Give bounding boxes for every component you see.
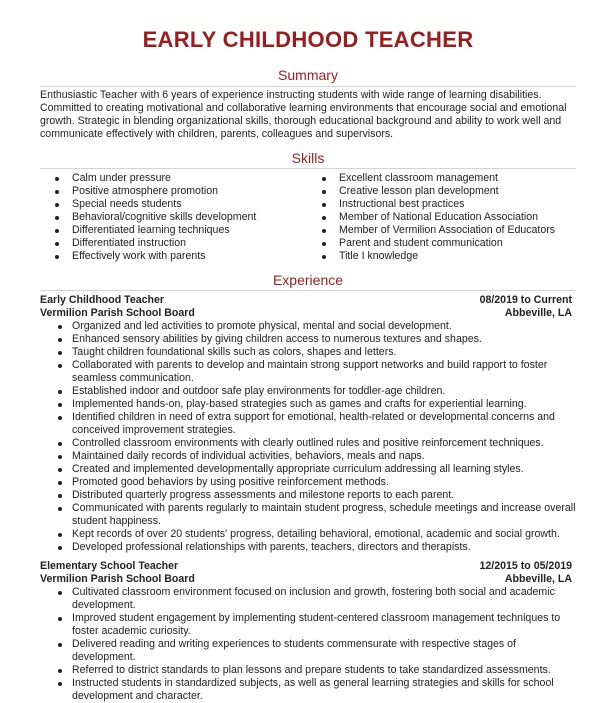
skill-item: Member of Vermilion Association of Educators: [322, 224, 582, 237]
job-employer: Vermilion Parish School Board: [40, 573, 195, 585]
job-bullet: Referred to district standards to plan lessons and prepare students to take standardized assessments.: [40, 664, 580, 677]
skill-item: Special needs students: [55, 198, 305, 211]
job-bullet: Implemented hands-on, play-based strategies such as games and crafts for experiential learning.: [40, 398, 580, 411]
job-bullet: Kept records of over 20 students' progress, detailing behavioral, emotional, academic and social growth.: [40, 528, 580, 541]
skill-item: Member of National Education Association: [322, 211, 582, 224]
job-bullet: Taught children foundational skills such as colors, shapes and letters.: [40, 346, 580, 359]
skills-right-list: [322, 172, 582, 263]
job-bullet: Enhanced sensory abilities by giving children access to numerous textures and shapes.: [40, 333, 580, 346]
experience-divider: [40, 290, 576, 291]
job-location: Abbeville, LA: [504, 307, 572, 319]
skills-divider: [40, 168, 576, 169]
job-bullet: Established indoor and outdoor safe play environments for toddler-age children.: [40, 385, 580, 398]
experience-heading: Experience: [272, 272, 344, 288]
job-dates: 08/2019 to Current: [479, 294, 572, 306]
job-bullets: [40, 586, 580, 703]
skill-item: Behavioral/cognitive skills development: [55, 211, 305, 224]
job-dates: 12/2015 to 05/2019: [479, 560, 572, 572]
job-bullet: Controlled classroom environments with clearly outlined rules and positive reinforcement techniques.: [40, 437, 580, 450]
job-bullet: Cultivated classroom environment focused on inclusion and growth, fostering both social and academic development.: [40, 586, 580, 612]
summary-divider: [40, 86, 576, 87]
skill-item: Differentiated learning techniques: [55, 224, 305, 237]
skills-left-list: [55, 172, 305, 263]
job-employer: Vermilion Parish School Board: [40, 307, 195, 319]
job-bullet: Delivered reading and writing experiences to students commensurate with respective stages of development.: [40, 638, 580, 664]
resume-name: EARLY CHILDHOOD TEACHER: [142, 27, 474, 52]
job-bullet: Improved student engagement by implementing student-centered classroom management techniques to foster academic curiosity.: [40, 612, 580, 638]
job-bullet: Created and implemented developmentally appropriate curriculum addressing all learning styles.: [40, 463, 580, 476]
job-location: Abbeville, LA: [504, 573, 572, 585]
job-bullet: Organized and led activities to promote physical, mental and social development.: [40, 320, 580, 333]
job-bullet: Maintained daily records of individual activities, behaviors, meals and naps.: [40, 450, 580, 463]
job-title: Elementary School Teacher: [40, 560, 179, 572]
skill-item: Calm under pressure: [55, 172, 305, 185]
job-bullet: Promoted good behaviors by using positive reinforcement methods.: [40, 476, 580, 489]
summary-heading: Summary: [278, 67, 338, 83]
skill-item: Excellent classroom management: [322, 172, 582, 185]
job-bullet: Instructed students in standardized subjects, as well as general learning strategies and skills for school development and character.: [40, 677, 580, 703]
skill-item: Instructional best practices: [322, 198, 582, 211]
summary-text: Enthusiastic Teacher with 6 years of experience instructing students with wide range of learning disabilities. Committed to creating motivational and collaborative learning environments that encourage social and emotional growth. Strategic in blending organizational skills, thorough educational background and ability to work well and communicate effectively with children, parents, colleagues and supervisors.: [40, 89, 567, 140]
skill-item: Positive atmosphere promotion: [55, 185, 305, 198]
job-title: Early Childhood Teacher: [40, 294, 165, 306]
job-bullet: Communicated with parents regularly to maintain student progress, schedule meetings and increase overall student happiness.: [40, 502, 580, 528]
skill-item: Effectively work with parents: [55, 250, 305, 263]
job-bullets: [40, 320, 580, 554]
job-bullet: Collaborated with parents to develop and maintain strong support networks and build rapport to foster seamless communication.: [40, 359, 580, 385]
skill-item: Differentiated instruction: [55, 237, 305, 250]
skills-heading: Skills: [291, 150, 325, 166]
job-bullet: Developed professional relationships with parents, teachers, directors and therapists.: [40, 541, 580, 554]
skill-item: Parent and student communication: [322, 237, 582, 250]
skill-item: Creative lesson plan development: [322, 185, 582, 198]
job-bullet: Distributed quarterly progress assessments and milestone reports to each parent.: [40, 489, 580, 502]
skill-item: Title I knowledge: [322, 250, 582, 263]
job-bullet: Identified children in need of extra support for emotional, health-related or developmental concerns and conceived improvement strategies.: [40, 411, 580, 437]
